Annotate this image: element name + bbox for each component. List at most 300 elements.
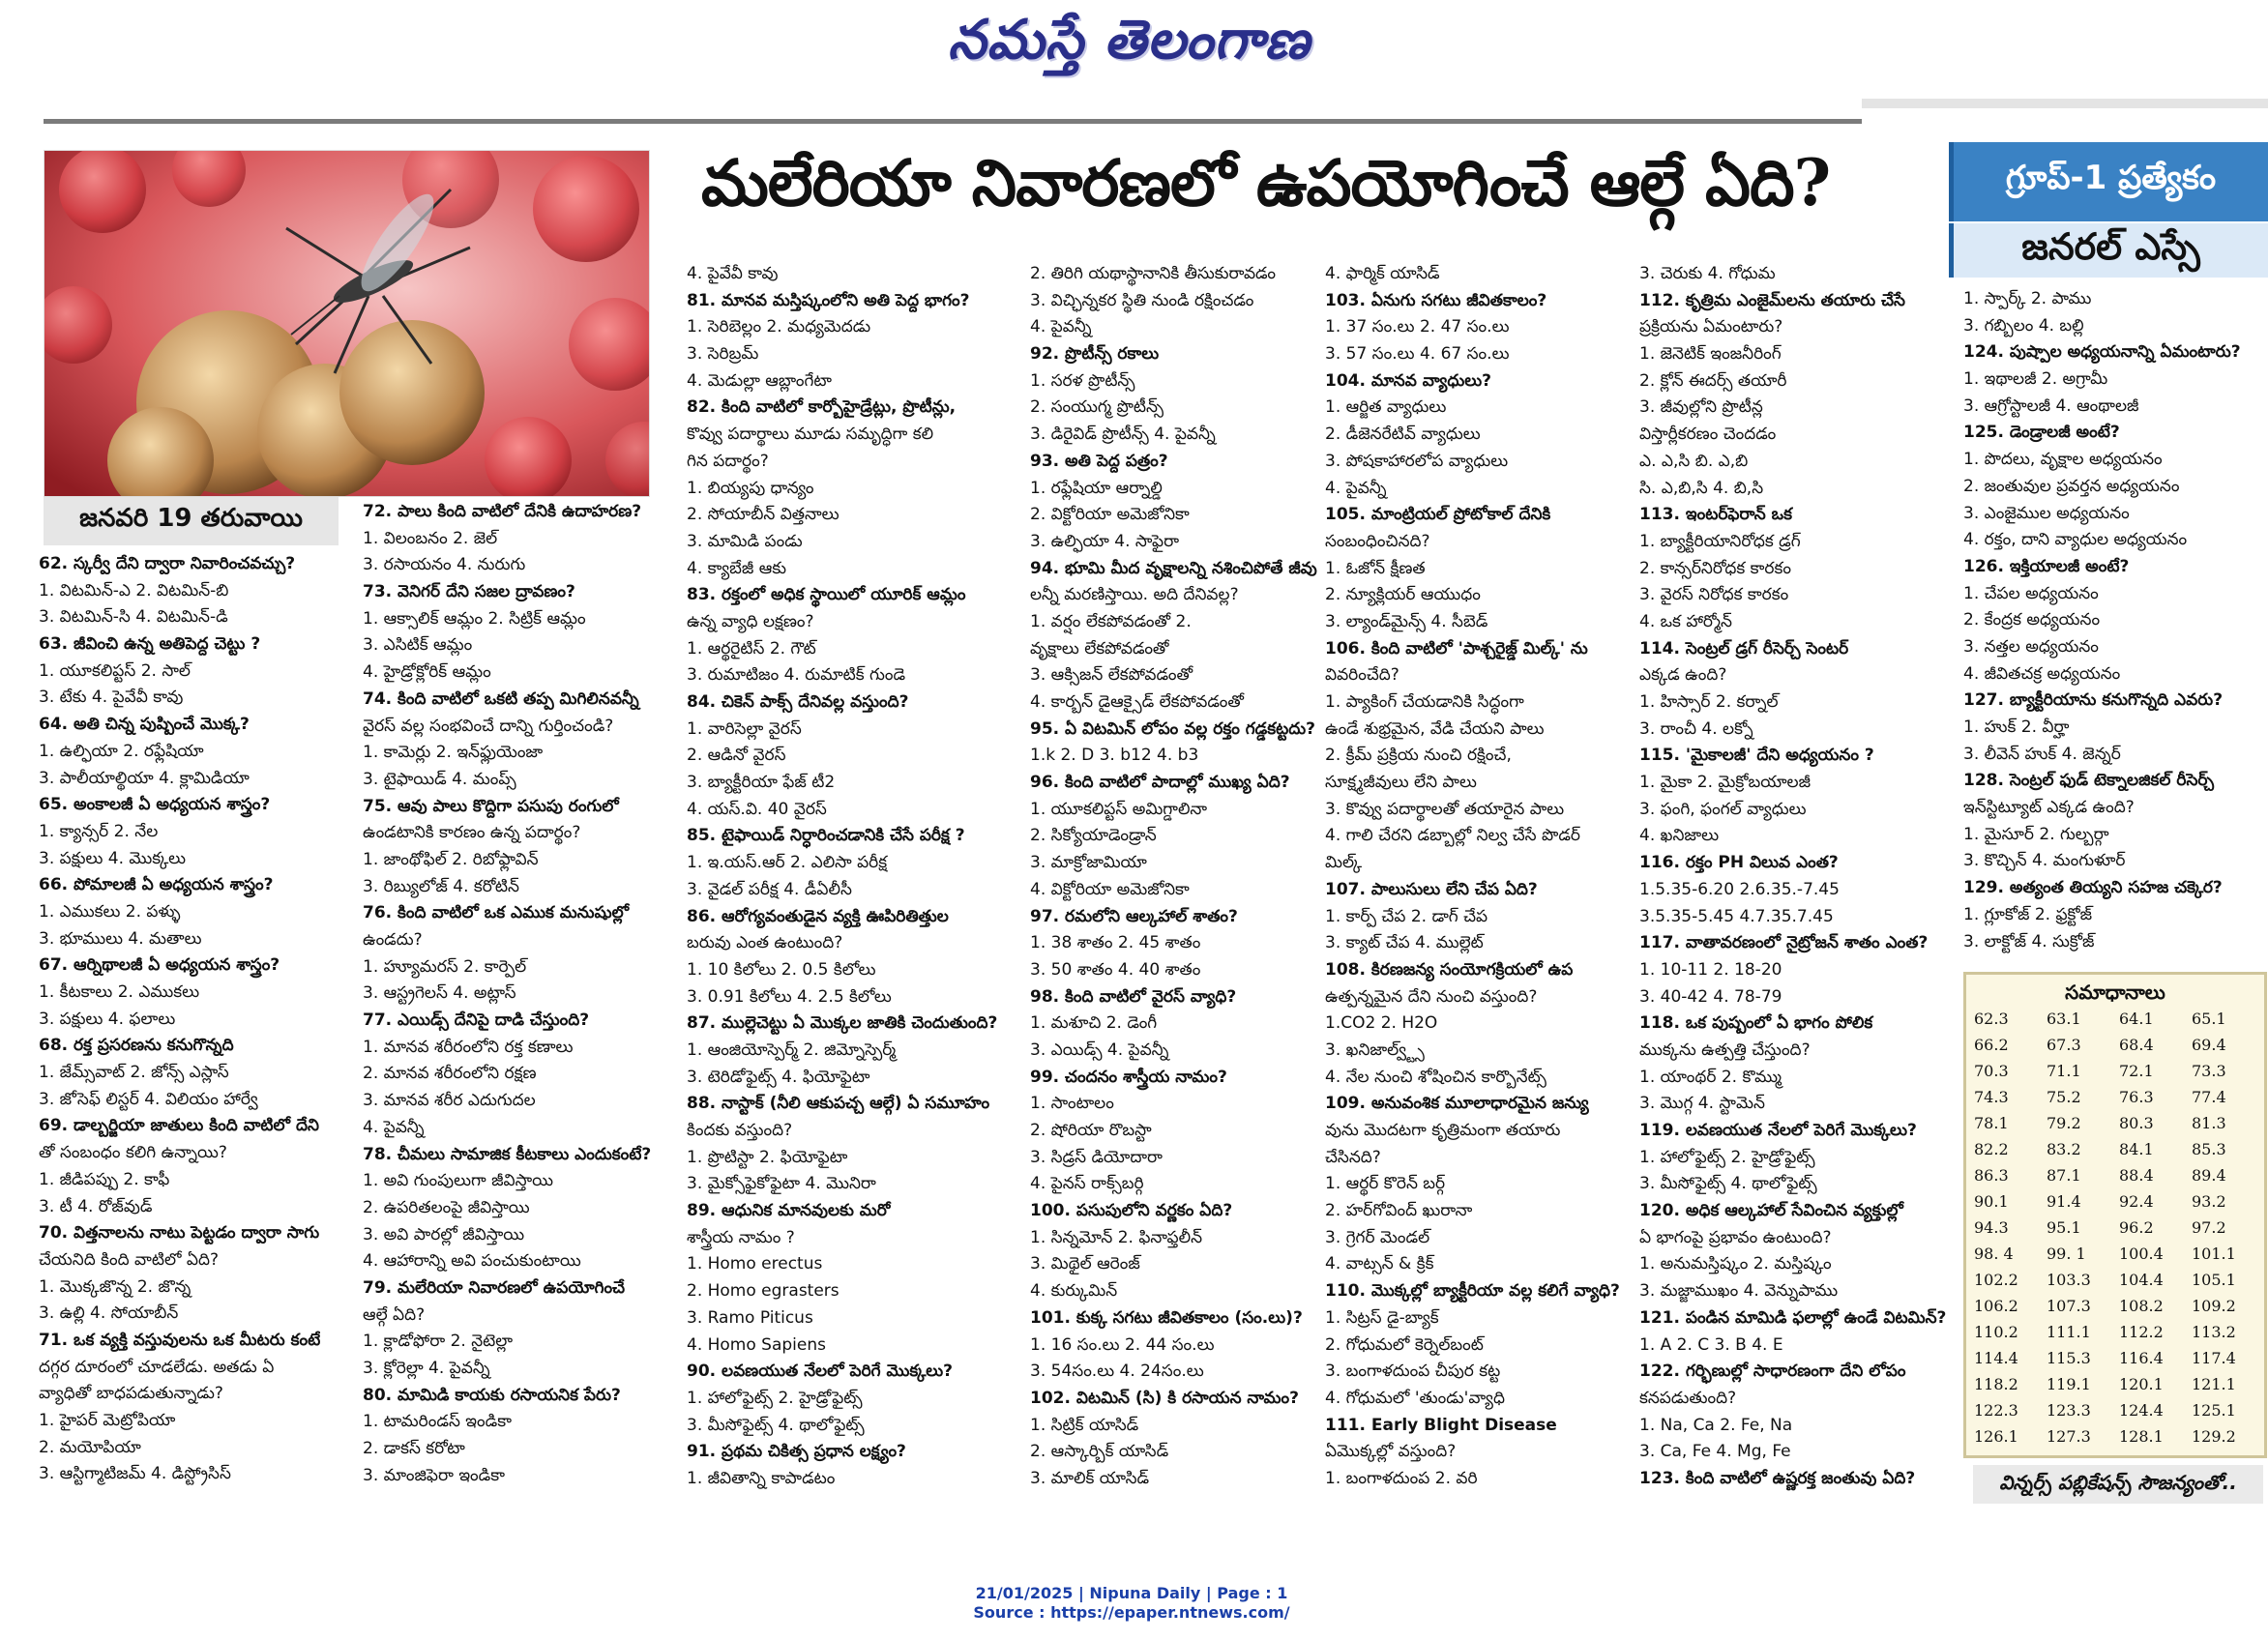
question-line: 1. ఇ.యస్.ఆర్ 2. ఎలిసా పరీక్ష [687, 853, 888, 873]
question-line: 65. అంకాలజీ ఏ అధ్యయన శాస్త్రం? [39, 795, 271, 815]
question-line: 3. రుమాటిజం 4. రుమాటిక్ గుండె [687, 665, 906, 686]
question-line: 1. సిట్రస్ డై-బ్యాక్ [1325, 1307, 1439, 1328]
question-line: 64. అతి చిన్న పుష్పించే మొక్క? [39, 715, 250, 735]
question-line: 3. లీవెన్ హుక్ 4. జెన్నర్ [1963, 744, 2121, 764]
question-line: 2. ఆస్కార్బిక్ యాసిడ్ [1030, 1442, 1169, 1462]
answer-entry: 128.1 [2119, 1427, 2164, 1446]
answer-entry: 76.3 [2119, 1088, 2154, 1106]
question-line: 2. విక్టోరియా అమెజోనికా [1030, 505, 1190, 525]
question-line: 3. టెరిడోఫైట్స్ 4. ఫియోఫైటా [687, 1067, 870, 1087]
answer-entry: 68.4 [2119, 1036, 2154, 1054]
question-line: 2. ఆడినో వైరస్ [687, 746, 786, 766]
question-line: 66. పోమాలజీ ఏ అధ్యయన శాస్త్రం? [39, 875, 274, 895]
answer-entry: 74.3 [1974, 1088, 2009, 1106]
question-line: 2. ఉపరితలంపై జీవిస్తాయి [363, 1197, 530, 1217]
question-line: 1. ఉల్ఫియా 2. రఫ్లేషియా [39, 741, 204, 761]
question-line: 1. యూకలిప్టస్ 2. సాల్ [39, 660, 191, 681]
question-line: 69. డాల్బర్జియా జాతులు కింది వాటిలో దేని [39, 1116, 319, 1136]
question-line: 3. పాలీయాల్థియా 4. క్లామిడియా [39, 768, 250, 788]
question-line: 3. మాలిక్ యాసిడ్ [1030, 1468, 1150, 1488]
question-line: 3. అవి పారల్లో జీవిస్తాయి [363, 1224, 525, 1245]
question-line: 1. ఆర్థరైటిస్ 2. గౌట్ [687, 638, 816, 659]
question-line: 105. మాంట్రియల్ ప్రోటోకాల్ దేనికి [1325, 505, 1551, 525]
answer-entry: 80.3 [2119, 1114, 2154, 1132]
question-line: ఉండదు? [363, 930, 423, 950]
question-line: 1. ఆర్థర్ కొరెన్ బర్గ్ [1325, 1174, 1446, 1194]
question-line: 118. ఒక పుష్పంలో ఏ భాగం పోలిక [1639, 1013, 1873, 1034]
answer-entry: 88.4 [2119, 1166, 2154, 1185]
question-line: 3. గ్రెగర్ మెండల్ [1325, 1227, 1430, 1247]
question-line: 3. వైడల్ పరీక్ష 4. డీఏలీసీ [687, 879, 852, 899]
question-line: 4. ఒక హార్మోన్ [1639, 611, 1732, 631]
answer-key-title: సమాధానాలు [2065, 981, 2165, 1004]
question-line: 3. రాంచీ 4. లక్నో [1639, 718, 1753, 739]
question-line: 1. కామెర్లు 2. ఇన్‌ఫ్లుయెంజా [363, 743, 544, 763]
answer-entry: 94.3 [1974, 1218, 2009, 1237]
question-line: 1. సిట్రిక్ యాసిడ్ [1030, 1415, 1139, 1435]
question-line: బరువు ఎంత ఉంటుంది? [687, 933, 843, 953]
question-line: 3. ఆక్సిజన్ లేకపోవడంతో [1030, 665, 1193, 686]
question-line: 116. రక్తం PH విలువ ఎంత? [1639, 853, 1839, 873]
question-line: 2. క్లోన్ ఈదర్స్ తయారీ [1639, 370, 1787, 391]
question-line: 2. Homo egrasters [687, 1281, 839, 1302]
question-line: సంబంధించినది? [1325, 531, 1430, 551]
answer-entry: 87.1 [2047, 1166, 2081, 1185]
question-line: 1. గ్లూకోజ్ 2. ఫ్రక్టోజ్ [1963, 904, 2093, 924]
question-line: 1. టామరిండస్ ఇండికా [363, 1412, 512, 1432]
question-line: వును మొదటగా కృత్రిమంగా తయారు [1325, 1121, 1561, 1140]
question-line: 2. సోయాబీన్ విత్తనాలు [687, 505, 839, 525]
question-line: ఇన్‌స్టిట్యూట్ ఎక్కడ ఉంది? [1963, 798, 2135, 818]
question-line: 101. కుక్క సగటు జీవితకాలం (సం.లు)? [1030, 1307, 1303, 1328]
question-line: 1. క్లాడోఫోరా 2. నైటెల్లా [363, 1332, 514, 1352]
question-line: 3. విటమిన్-సి 4. విటమిన్-డి [39, 607, 228, 628]
question-line: 3. 40-42 4. 78-79 [1639, 986, 1782, 1007]
footer-date-line: 21/01/2025 | Nipuna Daily | Page : 1 [975, 1584, 1288, 1602]
question-line: 3. ల్యాండ్‌మైన్స్ 4. సీబెడ్ [1325, 611, 1488, 631]
question-line: 3. క్యాట్ చేప 4. ముల్లెట్ [1325, 933, 1484, 953]
answer-entry: 113.2 [2192, 1323, 2236, 1341]
header-rule-right [1862, 99, 2268, 108]
question-line: 1. మానవ శరీరంలోని రక్త కణాలు [363, 1037, 574, 1057]
answer-entry: 70.3 [1974, 1062, 2009, 1080]
question-line: 1. హిస్సార్ 2. కర్నాల్ [1639, 692, 1779, 712]
question-line: 102. విటమిన్ (సి) కి రసాయన నామం? [1030, 1388, 1300, 1408]
question-line: 113. ఇంటర్‌ఫెరాన్ ఒక [1639, 505, 1792, 525]
answer-entry: 118.2 [1974, 1375, 2018, 1393]
question-line: 2. తిరిగి యథాస్థానానికి తీసుకురావడం [1030, 264, 1276, 283]
question-line: 3. పక్షులు 4. ఫలాలు [39, 1009, 176, 1029]
question-line: 4. నేల నుంచి శోషించిన కార్బొనేట్స్ [1325, 1067, 1546, 1087]
answer-entry: 95.1 [2047, 1218, 2081, 1237]
question-line: 4. ఆహారాన్ని అవి పంచుకుంటాయి [363, 1251, 581, 1272]
question-line: 3. ఎంజైముల అధ్యయనం [1963, 503, 2130, 523]
question-line: చేయనిది కింది వాటిలో ఏది? [39, 1249, 219, 1270]
answer-entry: 123.3 [2047, 1401, 2091, 1420]
answer-entry: 84.1 [2119, 1140, 2154, 1158]
question-line: 86. ఆరోగ్యవంతుడైన వ్యక్తి ఊపిరితిత్తుల [687, 906, 949, 926]
answer-entry: 91.4 [2047, 1192, 2081, 1211]
question-line: 111. Early Blight Disease [1325, 1415, 1557, 1435]
question-line: 4. క్యాబేజీ ఆకు [687, 558, 787, 578]
mosquito-illustration [44, 150, 650, 497]
question-line: 4. పైవన్నీ [1030, 317, 1092, 337]
question-line: 3. 0.91 కిలోలు 4. 2.5 కిలోలు [687, 986, 892, 1007]
headline: మలేరియా నివారణలో ఉపయోగించే ఆల్గే ఏది? [701, 145, 1831, 220]
answer-entry: 121.1 [2192, 1375, 2236, 1393]
answer-entry: 119.1 [2047, 1375, 2091, 1393]
question-line: 3. ఉల్ఫియా 4. సాఫైరా [1030, 531, 1180, 551]
question-line: 1. హుక్ 2. వీర్హా [1963, 718, 2070, 737]
question-line: 2. డీజెనరేటివ్ వ్యాధులు [1325, 425, 1481, 445]
question-line: 3. మానవ శరీర ఎదుగుదల [363, 1091, 536, 1111]
question-column [363, 499, 651, 1489]
question-line: 71. ఒక వ్యక్తి వస్తువులను ఒక మీటరు కంటే [39, 1330, 321, 1350]
question-line: 1. 38 శాతం 2. 45 శాతం [1030, 933, 1201, 953]
question-line: 3. మిథైల్ ఆరెంజ్ [1030, 1254, 1140, 1274]
question-line: 1. మొక్కజొన్న 2. జొన్న [39, 1276, 191, 1297]
answer-entry: 124.4 [2119, 1401, 2164, 1420]
question-line: 127. బ్యాక్టీరియాను కనుగొన్నది ఎవరు? [1963, 690, 2224, 711]
question-line: 67. ఆర్నిథాలజీ ఏ అధ్యయన శాస్త్రం? [39, 955, 280, 976]
courtesy-credit: విన్నర్స్ పబ్లికేషన్స్ సౌజన్యంతో.. [1973, 1465, 2263, 1504]
question-line: 3. చెరుకు 4. గోధుమ [1639, 264, 1776, 283]
question-line: 3. పక్షులు 4. మొక్కలు [39, 848, 187, 868]
question-line: 1. ప్రొటిస్టా 2. ఫియోఫైటా [687, 1147, 848, 1167]
question-line: 3. ఖనిజాల్వ్ట్స్ [1325, 1040, 1425, 1060]
answer-entry: 89.4 [2192, 1166, 2226, 1185]
question-line: 1. సాంటాలం [1030, 1094, 1114, 1114]
question-line: 3. బంగాళదుంప చీపుర కట్ట [1325, 1362, 1501, 1382]
question-line: 90. లవణయుత నేలలో పెరిగే మొక్కలు? [687, 1362, 953, 1382]
question-line: 3. ఆస్ట్రగెలస్ 4. అట్లాస్ [363, 983, 516, 1004]
question-line: 121. పండిన మామిడి ఫలాల్లో ఉండే విటమిన్? [1639, 1307, 1947, 1328]
question-line: ఏ భాగంపై ప్రభావం ఉంటుంది? [1639, 1227, 1832, 1247]
question-line: 1. 10-11 2. 18-20 [1639, 959, 1782, 980]
answer-entry: 83.2 [2047, 1140, 2081, 1158]
answer-entry: 117.4 [2192, 1349, 2236, 1367]
question-line: 1. సిన్నమోన్ 2. ఫినాఫ్తలీన్ [1030, 1227, 1203, 1247]
question-line: 100. పసుపులోని వర్ణకం ఏది? [1030, 1201, 1233, 1221]
question-column [687, 261, 997, 1493]
question-line: 1. ఇథాలజీ 2. అగ్రామీ [1963, 369, 2108, 390]
question-line: 1. జీడిపప్పు 2. కాఫీ [39, 1169, 170, 1189]
answer-entry: 116.4 [2119, 1349, 2164, 1367]
answer-entry: 86.3 [1974, 1166, 2009, 1185]
question-line: 1. ఆక్సాలిక్ ఆమ్లం 2. సిట్రిక్ ఆమ్లం [363, 608, 586, 629]
answer-entry: 85.3 [2192, 1140, 2226, 1158]
question-line: 3. ఎసిటిక్ ఆమ్లం [363, 635, 473, 656]
question-line: 79. మలేరియా నివారణలో ఉపయోగించే [363, 1277, 626, 1298]
question-line: 108. కిరణజన్య సంయోగక్రియలో ఉప [1325, 959, 1574, 980]
question-line: చేసినది? [1325, 1147, 1381, 1167]
question-line: 77. ఎయిడ్స్ దేనిపై దాడి చేస్తుంది? [363, 1010, 590, 1031]
question-line: 2. క్రీమ్ ప్రక్రియ నుంచి రక్షించే, [1325, 746, 1512, 766]
question-line: 3. కొవ్వు పదార్థాలతో తయారైన పాలు [1325, 799, 1565, 819]
answer-entry: 81.3 [2192, 1114, 2226, 1132]
question-line: 3. బ్యాక్టీరియా ఫేజ్ టీ2 [687, 773, 836, 793]
question-line: 4. పైవేవీ కావు [687, 264, 779, 283]
question-line: 4. ఫార్మిక్ యాసిడ్ [1325, 264, 1440, 283]
answer-entry: 69.4 [2192, 1036, 2226, 1054]
question-line: 72. పాలు కింది వాటిలో దేనికి ఉదాహరణ? [363, 502, 642, 521]
answer-entry: 63.1 [2047, 1010, 2081, 1028]
question-line: 2. హర్‌గోవింద్ ఖురానా [1325, 1201, 1473, 1221]
question-line: 1. జాంథోఫిల్ 2. రిబోఫ్లావిన్ [363, 849, 539, 869]
answer-entry: 102.2 [1974, 1271, 2018, 1289]
question-line: 3. నత్తల అధ్యయనం [1963, 636, 2099, 657]
question-line: ఉండే శుభ్రమైన, వేడి చేయని పాలు [1325, 718, 1545, 739]
question-line: 83. రక్తంలో అధిక స్థాయిలో యూరిక్ ఆమ్లం [687, 585, 966, 605]
question-line: 119. లవణయుత నేలలో పెరిగే మొక్కలు? [1639, 1121, 1917, 1140]
question-line: 3. జోసెఫ్ లిస్టర్ 4. విలియం హార్వే [39, 1089, 258, 1109]
question-line: 1. జీవితాన్ని కాపాడటం [687, 1468, 836, 1488]
question-line: 1. ఆర్జిత వ్యాధులు [1325, 397, 1447, 418]
question-line: 124. పుష్పాల అధ్యయనాన్ని ఏమంటారు? [1963, 342, 2241, 363]
question-line: 4. పైవన్నీ [1325, 478, 1387, 498]
question-line: 2. గోధుమలో కెర్నెల్‌బంట్ [1325, 1334, 1484, 1355]
question-line: 96. కింది వాటిలో పాదాల్లో ముఖ్య ఏది? [1030, 773, 1290, 793]
question-line: ఉత్పన్నమైన దేని నుంచి వస్తుంది? [1325, 986, 1538, 1007]
question-line: కనపడుతుంది? [1639, 1388, 1737, 1408]
question-line: వైరస్ వల్ల సంభవించే దాన్ని గుర్తించండి? [363, 716, 614, 736]
question-line: వృక్షాలు లేకపోవడంతో [1030, 638, 1169, 659]
question-line: 1. మైకా 2. మైక్రోబయాలజీ [1639, 773, 1811, 793]
answer-entry: 79.2 [2047, 1114, 2081, 1132]
question-line: 92. ప్రొటీన్స్ రకాలు [1030, 344, 1160, 365]
question-line: 3. ఫంగి, ఫంగల్ వ్యాధులు [1639, 799, 1807, 819]
question-line: 1. 10 కిలోలు 2. 0.5 కిలోలు [687, 959, 876, 980]
question-line: 1. స్పార్క్ 2. పాము [1963, 289, 2092, 308]
question-line: 3. ఆగ్రోస్టాలజీ 4. ఆంథాలజీ [1963, 395, 2139, 416]
question-line: 3. టీ 4. రోజ్‌వుడ్ [39, 1196, 153, 1216]
answer-entry: 65.1 [2192, 1010, 2226, 1028]
question-line: 2. డాకస్ కరోటా [363, 1439, 465, 1459]
question-line: 1. సరళ ప్రొటీన్స్ [1030, 370, 1135, 391]
question-line: గిన పదార్థం? [687, 451, 769, 471]
answer-entry: 125.1 [2192, 1401, 2236, 1420]
question-line: 3. ఎయిడ్స్ 4. పైవన్నీ [1030, 1040, 1169, 1060]
question-line: ఉండటానికి కారణం ఉన్న పదార్థం? [363, 823, 581, 843]
answer-entry: 109.2 [2192, 1297, 2236, 1315]
question-line: 1. జేమ్స్‌వాట్ 2. జోన్స్ ఎస్లాస్ [39, 1063, 229, 1083]
answer-entry: 82.2 [1974, 1140, 2009, 1158]
question-line: 4. వాట్సన్ & క్రిక్ [1325, 1254, 1434, 1274]
question-line: 3.5.35-5.45 4.7.35.7.45 [1639, 906, 1834, 926]
question-line: 1. రఫ్లేషియా ఆర్నాల్డి [1030, 478, 1163, 498]
question-line: 87. ముల్లెచెట్టు ఏ మొక్కల జాతికి చెందుతుంది? [687, 1013, 998, 1034]
question-line: 3. భూములు 4. మతాలు [39, 928, 202, 949]
answer-entry: 75.2 [2047, 1088, 2081, 1106]
question-line: 103. ఏనుగు సగటు జీవితకాలం? [1325, 290, 1547, 310]
question-line: 3. ఉల్లి 4. సోయాబీన్ [39, 1303, 179, 1324]
question-line: 97. రమలోని ఆల్కహాల్ శాతం? [1030, 906, 1238, 926]
answer-entry: 126.1 [1974, 1427, 2018, 1446]
question-line: 84. చికెన్ పాక్స్ దేనివల్ల వస్తుంది? [687, 692, 909, 712]
answer-entry: 98. 4 [1974, 1245, 2014, 1263]
question-line: 1.CO2 2. H2O [1325, 1013, 1438, 1034]
question-line: 4. జీవితచక్ర అధ్యయనం [1963, 663, 2121, 684]
question-line: తో సంబంధం కలిగి ఉన్నాయి? [39, 1143, 227, 1163]
header-rule [44, 119, 1862, 124]
answer-entry: 99. 1 [2047, 1245, 2086, 1263]
question-line: 4. పైవన్నీ [363, 1117, 425, 1137]
question-line: 2. కాన్సర్‌నిరోధక కారకం [1639, 558, 1791, 578]
question-line: ఎక్కడ ఉంది? [1639, 665, 1727, 686]
question-line: 3. రిబ్యులోజ్ 4. కరోటిన్ [363, 876, 519, 896]
answer-entry: 127.3 [2047, 1427, 2091, 1446]
question-line: 4. మెడుల్లా ఆబ్లాంగేటా [687, 370, 832, 391]
footer-source-line: Source : https://epaper.ntnews.com/ [973, 1603, 1290, 1622]
question-line: 3. సిడ్రస్ డియోదారా [1030, 1147, 1163, 1167]
question-line: 1. కార్ప్ చేప 2. డాగ్ చేప [1325, 906, 1488, 926]
question-line: 4. పైనస్ రాక్స్‌బర్గి [1030, 1174, 1144, 1194]
question-line: 2. మయోపియా [39, 1437, 141, 1457]
question-line: 123. కింది వాటిలో ఉష్ణరక్త జంతువు ఏది? [1639, 1468, 1916, 1488]
answer-entry: 107.3 [2047, 1297, 2091, 1315]
question-line: 81. మానవ మస్తిష్కంలోని అతి పెద్ద భాగం? [687, 290, 970, 310]
question-line: 109. అనువంశిక మూలాధారమైన జన్యు [1325, 1094, 1589, 1114]
question-line: 3. పోషకాహారలోప వ్యాధులు [1325, 451, 1509, 471]
question-line: 78. చీమలు సామాజిక కీటకాలు ఎందుకంటే? [363, 1144, 652, 1164]
question-line: 129. అత్యంత తియ్యని సహజ చక్కెర? [1963, 878, 2223, 898]
question-line: 1. ప్యాకింగ్ చేయడానికి సిద్ధంగా [1325, 692, 1524, 712]
question-line: 1. 37 సం.లు 2. 47 సం.లు [1325, 317, 1510, 337]
question-line: 1. బంగాళదుంప 2. వరి [1325, 1468, 1478, 1488]
answer-entry: 104.4 [2119, 1271, 2164, 1289]
question-line: విస్తార్లీకరణం చెందడం [1639, 425, 1777, 445]
question-line: సి. ఎ,బి,సి 4. బి,సి [1639, 478, 1764, 498]
question-line: 1. మైసూర్ 2. గుల్బర్గా [1963, 824, 2109, 844]
question-line: 3. సెరిబ్రమ్ [687, 344, 759, 365]
question-line: 4. గోధుమలో 'తుండు'వ్యాధి [1325, 1388, 1505, 1408]
question-line: 3. టేకు 4. పైవేవీ కావు [39, 688, 184, 708]
question-line: 1. హ్యూమరస్ 2. కార్పెల్ [363, 956, 527, 977]
question-line: ఎ. ఎ,సి బి. ఎ,బి [1639, 451, 1749, 471]
question-line: 3. 54సం.లు 4. 24సం.లు [1030, 1362, 1204, 1382]
answer-entry: 100.4 [2119, 1245, 2164, 1263]
answer-entry: 120.1 [2119, 1375, 2164, 1393]
question-line: 114. సెంట్రల్ డ్రగ్ రీసెర్చ్ సెంటర్ [1639, 638, 1849, 659]
question-line: 3. వైరస్ నిరోధక కారకం [1639, 585, 1789, 605]
question-line: 1. విటమిన్-ఎ 2. విటమిన్-బి [39, 580, 229, 600]
question-line: 1. మశూచి 2. డెంగీ [1030, 1013, 1158, 1034]
question-line: 117. వాతావరణంలో నైట్రోజన్ శాతం ఎంత? [1639, 933, 1929, 953]
question-line: 3. 57 సం.లు 4. 67 సం.లు [1325, 344, 1510, 365]
question-line: 1. చేపల అధ్యయనం [1963, 583, 2099, 603]
question-line: 1. హాలోఫైట్స్ 2. హైడ్రోఫైట్స్ [687, 1388, 863, 1408]
question-line: 4. రక్తం, దాని వ్యాధుల అధ్యయనం [1963, 530, 2188, 550]
question-line: 3. మాంజిఫెరా ఇండికా [363, 1465, 505, 1485]
question-line: కొవ్వు పదార్థాలు మూడు సమృద్ధిగా కలి [687, 425, 934, 445]
question-line: 74. కింది వాటిలో ఒకటి తప్ప మిగిలినవన్నీ [363, 688, 639, 709]
question-line: 110. మొక్కల్లో బ్యాక్టీరియా వల్ల కలిగే వ్యాధి? [1325, 1281, 1620, 1302]
continuation-band: జనవరి 19 తరువాయి [44, 497, 339, 545]
question-line: 1.5.35-6.20 2.6.35.-7.45 [1639, 879, 1840, 899]
answer-entry: 129.2 [2192, 1427, 2236, 1446]
question-line: వివరించేది? [1325, 665, 1399, 686]
question-line: 1. యాంథర్ 2. కొమ్ము [1639, 1067, 1782, 1087]
answer-entry: 105.1 [2192, 1271, 2236, 1289]
question-line: 73. వెనిగర్ దేని సజల ద్రావణం? [363, 582, 575, 602]
question-line: 3. మొగ్గ 4. స్టామెన్ [1639, 1094, 1765, 1114]
question-line: 3. డిరైవిడ్ ప్రొటీన్స్ 4. పైవన్నీ [1030, 425, 1216, 445]
question-line: 1. హైపర్ మెట్రోపియా [39, 1411, 176, 1430]
question-line: 76. కింది వాటిలో ఒక ఎముక మనుషుల్లో [363, 903, 630, 923]
question-line: 3. ఆస్టిగ్మాటిజమ్ 4. డిస్ట్రోసిస్ [39, 1464, 231, 1484]
question-line: సూక్ష్మజీవులు లేని పాలు [1325, 773, 1477, 793]
answer-entry: 108.2 [2119, 1297, 2164, 1315]
question-line: 128. సెంట్రల్ ఫుడ్ టెక్నాలజికల్ రీసెర్చ్ [1963, 771, 2215, 791]
answer-entry: 67.3 [2047, 1036, 2081, 1054]
answer-entry: 110.2 [1974, 1323, 2018, 1341]
question-line: 1. బ్యాక్టీరియానిరోధక డ్రగ్ [1639, 531, 1801, 551]
question-line: ముక్కను ఉత్పత్తి చేస్తుంది? [1639, 1040, 1811, 1060]
question-line: 4. హైడ్రోక్లోరిక్ ఆమ్లం [363, 662, 491, 683]
question-line: 3. Ca, Fe 4. Mg, Fe [1639, 1442, 1791, 1462]
question-column [1963, 286, 2241, 955]
question-line: 2. మానవ శరీరంలోని రక్షణ [363, 1064, 537, 1084]
question-line: 80. మామిడి కాయకు రసాయనిక పేరు? [363, 1385, 621, 1405]
question-line: 95. ఏ విటమిన్ లోపం వల్ల రక్తం గడ్డకట్టదు? [1030, 718, 1315, 739]
question-line: ప్రక్రియను ఏమంటారు? [1639, 317, 1783, 337]
question-line: 125. డెండ్రాలజీ అంటే? [1963, 423, 2120, 443]
question-column [1639, 261, 1946, 1493]
question-line: 99. చందనం శాస్త్రీయ నామం? [1030, 1067, 1227, 1087]
question-line: 3. కొచ్చిన్ 4. మంగుళూర్ [1963, 851, 2126, 871]
question-line: 3. మైక్సోఫైకోఫైటా 4. మొనిరా [687, 1174, 876, 1194]
answer-entry: 101.1 [2192, 1245, 2236, 1263]
question-line: 3. మీసోఫైట్స్ 4. థాలోఫైట్స్ [687, 1415, 865, 1435]
question-line: 122. గర్భిణుల్లో సాధారణంగా దేని లోపం [1639, 1362, 1906, 1382]
answer-entry: 103.3 [2047, 1271, 2091, 1289]
question-line: లన్నీ మరణిస్తాయి. అది దేనివల్ల? [1030, 585, 1239, 605]
question-line: 3. క్లోరెల్లా 4. పైవన్నీ [363, 1359, 490, 1378]
question-line: 4. కార్బన్ డైఆక్సైడ్ లేకపోవడంతో [1030, 692, 1244, 712]
question-line: 1. యూకలిప్టస్ అమిగ్డాలినా [1030, 799, 1208, 819]
question-line: ఏమొక్కల్లో వస్తుంది? [1325, 1442, 1457, 1462]
question-line: 4. Homo Sapiens [687, 1334, 826, 1355]
question-line: 3. జీవుల్లోని ప్రొటీన్ల [1639, 397, 1763, 418]
question-line: 3. Ramo Piticus [687, 1307, 813, 1328]
answer-entry: 106.2 [1974, 1297, 2018, 1315]
question-line: 3. మజ్జాముఖం 4. వెన్నుపాము [1639, 1281, 1839, 1302]
question-line: 1. వర్షం లేకపోవడంతో 2. [1030, 611, 1192, 631]
question-line: 3. గబ్బిలం 4. బల్లి [1963, 315, 2084, 336]
question-line: 120. అధిక ఆల్కహాల్ సేవించిన వ్యక్తుల్లో [1639, 1201, 1903, 1221]
question-line: 93. అతి పెద్ద పత్రం? [1030, 451, 1168, 471]
answer-entry: 114.4 [1974, 1349, 2018, 1367]
question-line: 1. క్యాన్సర్ 2. నేల [39, 821, 159, 841]
question-line: 94. భూమి మీద వృక్షాలన్ని నశించిపోతే జీవు [1030, 558, 1317, 578]
answer-key-box [1963, 972, 2267, 1458]
question-line: 106. కింది వాటిలో 'పాశ్చరైజ్డ్ మిల్క్' ను [1325, 638, 1588, 659]
question-line: 112. కృత్రిమ ఎంజైమ్‌లను తయారు చేసే [1639, 290, 1905, 310]
question-line: 4. యస్.వి. 40 వైరస్ [687, 799, 827, 819]
answer-entry: 73.3 [2192, 1062, 2226, 1080]
question-line: 1. కీటకాలు 2. ఎముకలు [39, 982, 200, 1002]
question-line: శాస్త్రీయ నామం ? [687, 1227, 795, 1247]
question-line: 1. A 2. C 3. B 4. E [1639, 1334, 1783, 1355]
question-line: 63. జీవించి ఉన్న అతిపెద్ద చెట్టు ? [39, 634, 261, 655]
question-line: 4. గాలి చేరని డబ్బాల్లో నిల్వ చేసే పొడర్ [1325, 826, 1580, 846]
question-line: 2. జంతువుల ప్రవర్తన అధ్యయనం [1963, 476, 2180, 496]
answer-entry: 97.2 [2192, 1218, 2226, 1237]
question-line: మిల్క్ [1325, 853, 1363, 873]
question-line: 3. టైఫాయిడ్ 4. మంప్స్ [363, 769, 516, 789]
answer-entry: 66.2 [1974, 1036, 2009, 1054]
question-line: వ్యాధితో బాధపడుతున్నాడు? [39, 1384, 223, 1404]
